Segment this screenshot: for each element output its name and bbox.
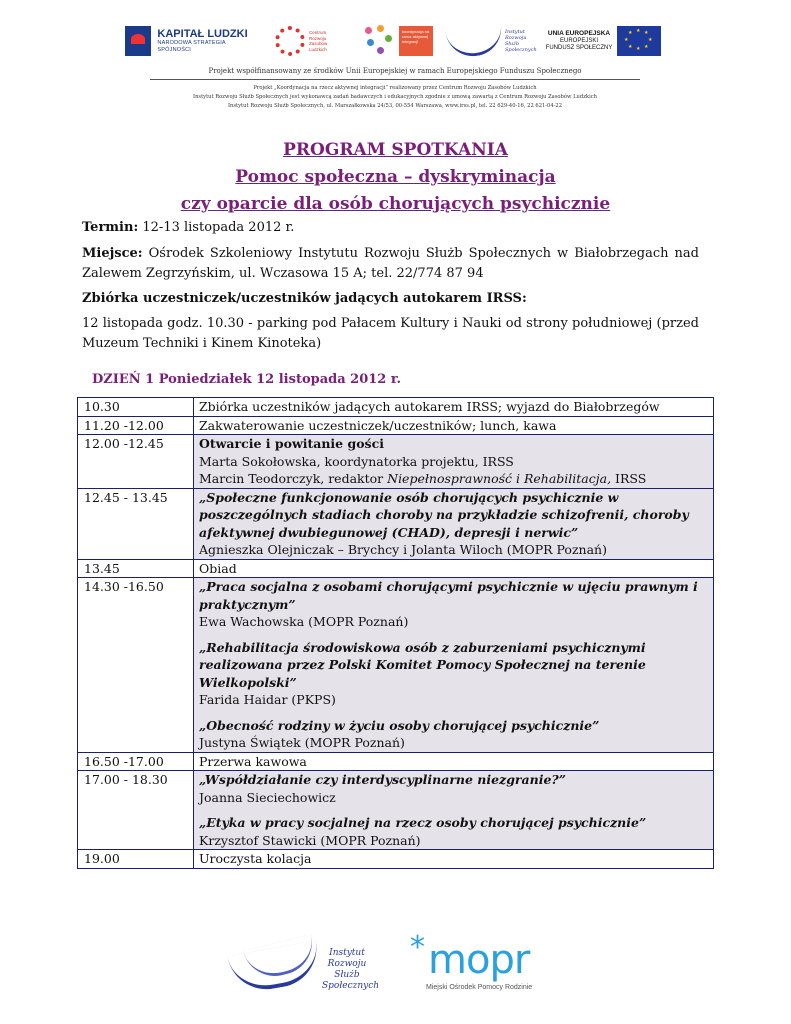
title-line-3: czy oparcie dla osób chorujących psychicznie <box>180 194 611 214</box>
kapital-ludzki-logo <box>125 18 255 64</box>
row-activity: Zakwaterowanie uczestniczek/uczestników; lunch, kawa <box>194 416 714 435</box>
title-line-1: PROGRAM SPOTKANIA <box>283 140 508 160</box>
table-row <box>78 398 714 417</box>
speaker: Farida Haidar (PKPS) <box>199 692 336 707</box>
talk <box>199 814 708 849</box>
table-row <box>78 416 714 435</box>
row-time: 19.00 <box>78 850 194 869</box>
row-activity <box>194 435 714 489</box>
eu-flag-icon: ★ ★ ★ ★ ★ ★ ★ ★ <box>617 26 661 56</box>
mopr-subtitle: Miejski Ośrodek Pomocy Rodzinie <box>426 984 533 991</box>
talk <box>199 771 708 806</box>
table-row <box>78 752 714 771</box>
speaker: Justyna Świątek (MOPR Poznań) <box>199 735 405 750</box>
row-time: 10.30 <box>78 398 194 417</box>
termin-value: 12-13 listopada 2012 r. <box>138 220 295 235</box>
talk-title: „Obecność rodziny w życiu osoby chorującej psychicznie” <box>199 717 600 733</box>
talk <box>199 578 708 631</box>
cofinanced-note: Projekt współfinansowany ze środków Unii Europejskiej w ramach Europejskiego Funduszu Społecznego <box>208 67 582 75</box>
speaker <box>199 470 708 488</box>
crzl-logo <box>275 18 345 64</box>
schedule-table <box>77 397 714 869</box>
row-time: 13.45 <box>78 559 194 578</box>
irss-footer-text <box>322 948 380 992</box>
row-activity <box>194 578 714 753</box>
miejsce-paragraph <box>82 244 699 283</box>
talk <box>199 717 708 752</box>
row-activity: Zbiórka uczestników jadących autokarem IRSS; wyjazd do Białobrzegów <box>194 398 714 417</box>
title-line-2: Pomoc społeczna – dyskryminacja <box>235 167 556 187</box>
irss-logo <box>447 18 537 64</box>
table-row <box>78 850 714 869</box>
row-time: 12.45 - 13.45 <box>78 488 194 559</box>
network-icon <box>363 25 393 57</box>
speaker-org: IRSS <box>611 471 647 486</box>
asterisk-icon: * <box>410 930 425 965</box>
termin-paragraph <box>82 218 699 238</box>
talk-title: „Współdziałanie czy interdyscyplinarne niezgranie?” <box>199 772 566 787</box>
table-row <box>78 435 714 489</box>
row-time: 16.50 -17.00 <box>78 752 194 771</box>
row-activity: Przerwa kawowa <box>194 752 714 771</box>
kapital-ludzki-icon <box>125 26 151 56</box>
speaker: Ewa Wachowska (MOPR Poznań) <box>199 614 409 629</box>
project-line-3: Instytut Rozwoju Służb Społecznych, ul. Marszałkowska 24/53, 00-554 Warszawa, www.irss.pl, tel. 22 629-40-16, 22 621-04-22 <box>227 103 563 109</box>
miejsce-value: Ośrodek Szkoleniowy Instytutu Rozwoju Służb Społecznych w Białobrzegach nad Zalewem Zegrzyńskim, ul. Wczasowa 15 A; tel. 22/774 87 94 <box>82 246 699 281</box>
irss-line-4: Społecznych <box>505 47 537 53</box>
eu-logo <box>545 18 665 64</box>
talk-title: „Etyka w pracy socjalnej na rzecz osoby chorującej psychicznie” <box>199 815 647 830</box>
koordynacja-logo <box>363 18 437 64</box>
row-time: 17.00 - 18.30 <box>78 771 194 850</box>
crzl-label: Centrum Rozwoju Zasobów Ludzkich <box>309 30 328 52</box>
eu-line-3: FUNDUSZ SPOŁECZNY <box>545 45 613 51</box>
zbiorka-value: 12 listopada godz. 10.30 - parking pod Pałacem Kultury i Nauki od strony południowej (przed Muzeum Techniki i Kinem Kinoteka) <box>82 316 699 351</box>
event-title: Otwarcie i powitanie gości <box>199 436 384 451</box>
logo-strip <box>125 18 665 64</box>
irss-swirl-icon <box>445 23 504 60</box>
irss-footer-logo <box>230 942 380 1004</box>
kapital-ludzki-subtitle: NARODOWA STRATEGIA SPÓJNOŚCI <box>157 40 226 53</box>
irss-logo-text <box>505 29 537 53</box>
talk <box>199 639 708 709</box>
row-time: 12.00 -12.45 <box>78 435 194 489</box>
eu-line-2: EUROPEJSKI <box>559 38 598 44</box>
irss-footer-line-2: Rozwoju <box>327 959 367 969</box>
irss-line-3: Służb <box>505 41 520 47</box>
eu-line-1: UNIA EUROPEJSKA <box>547 30 611 37</box>
zbiorka-heading <box>82 289 699 309</box>
talk-title: „Społeczne funkcjonowanie osób chorujących psychicznie w poszczególnych stadiach choroby na przykładzie schizofrenii, choroby afektywnej dwubiegunowej (CHAD), depresji i nerwic” <box>199 489 689 540</box>
irss-footer-line-4: Społecznych <box>322 981 380 991</box>
row-time: 11.20 -12.00 <box>78 416 194 435</box>
speaker: Agnieszka Olejniczak – Brychcy i Jolanta Wiloch (MOPR Poznań) <box>199 542 607 557</box>
row-time: 14.30 -16.50 <box>78 578 194 753</box>
eu-text <box>545 30 613 52</box>
crzl-ring-icon <box>275 26 305 56</box>
header-divider <box>150 79 640 80</box>
mopr-wordmark: mopr <box>428 937 530 983</box>
program-title <box>0 137 791 218</box>
irss-line-2: Rozwoju <box>505 35 527 41</box>
project-line-1: Projekt „Koordynacja na rzecz aktywnej integracji” realizowany przez Centrum Rozwoju Zasobów Ludzkich <box>253 85 537 91</box>
table-row <box>78 771 714 850</box>
irss-line-1: Instytut <box>505 29 525 35</box>
row-activity <box>194 488 714 559</box>
kapital-ludzki-title: KAPITAŁ LUDZKI <box>157 28 248 40</box>
publication-title: Niepełnosprawność i Rehabilitacja, <box>387 471 612 486</box>
mopr-logo <box>410 930 560 1006</box>
termin-label: Termin: <box>82 220 139 235</box>
miejsce-label: Miejsce: <box>82 246 143 261</box>
irss-footer-line-1: Instytut <box>329 948 365 958</box>
talk-title: „Praca socjalna z osobami chorującymi psychicznie w ujęciu prawnym i praktycznym” <box>199 579 698 612</box>
project-line-2: Instytut Rozwoju Służb Społecznych jest wykonawcą zadań badawczych i edukacyjnych zgodnie z umową zawartą z Centrum Rozwoju Zasobów Ludzkich <box>193 94 597 100</box>
row-activity: Obiad <box>194 559 714 578</box>
talk-title: „Rehabilitacja środowiskowa osób z zaburzeniami psychicznymi realizowana przez Polski Komitet Pomocy Społecznej na terenie Wielkopolski” <box>199 639 646 690</box>
speaker-name: Marcin Teodorczyk, redaktor <box>199 471 388 486</box>
day-heading: DZIEŃ 1 Poniedziałek 12 listopada 2012 r. <box>92 372 402 387</box>
speaker: Krzysztof Stawicki (MOPR Poznań) <box>199 832 421 848</box>
zbiorka-label: Zbiórka uczestniczek/uczestników jadących autokarem IRSS: <box>82 291 527 306</box>
table-row <box>78 559 714 578</box>
row-activity: Uroczysta kolacja <box>194 850 714 869</box>
table-row <box>78 488 714 559</box>
table-row <box>78 578 714 753</box>
footer-logos <box>0 930 791 1016</box>
irss-footer-line-3: Służb <box>334 970 360 980</box>
speaker: Joanna Sieciechowicz <box>199 789 336 805</box>
speaker: Marta Sokołowska, koordynatorka projektu, IRSS <box>199 453 514 469</box>
koordynacja-label: koordynacja na rzecz aktywnej integracji <box>399 26 433 56</box>
row-activity <box>194 771 714 850</box>
